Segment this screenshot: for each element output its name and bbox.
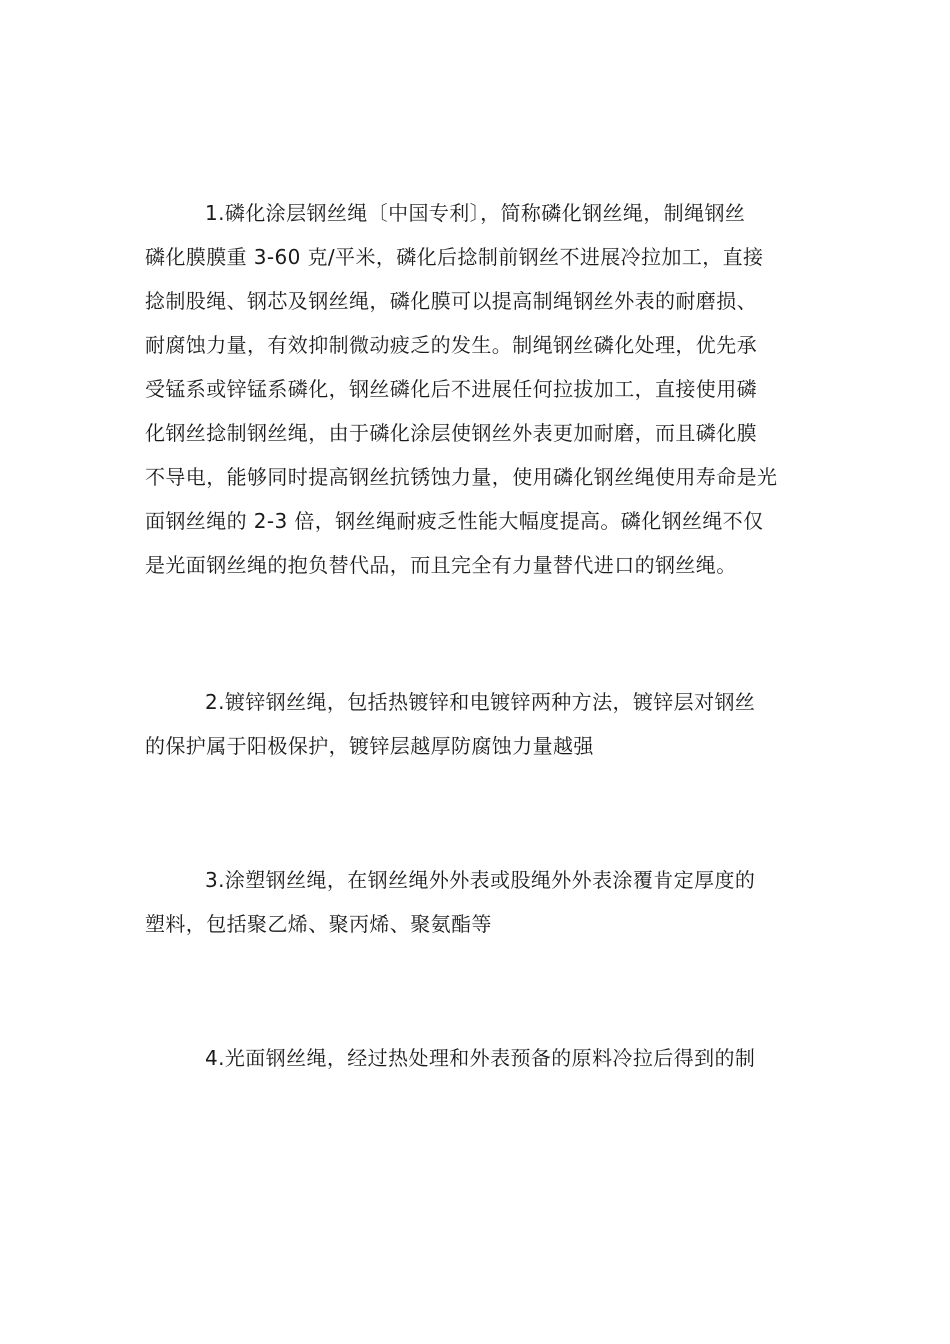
paragraph-line: 不导电，能够同时提高钢丝抗锈蚀力量，使用磷化钢丝绳使用寿命是光 bbox=[145, 465, 778, 489]
paragraph-line: 面钢丝绳的 2-3 倍，钢丝绳耐疲乏性能大幅度提高。磷化钢丝绳不仅 bbox=[145, 509, 764, 533]
paragraph-line: 的保护属于阳极保护，镀锌层越厚防腐蚀力量越强 bbox=[145, 734, 594, 758]
paragraph-line: 4.光面钢丝绳，经过热处理和外表预备的原料冷拉后得到的制 bbox=[205, 1046, 756, 1070]
paragraph-line: 捻制股绳、钢芯及钢丝绳，磷化膜可以提高制绳钢丝外表的耐磨损、 bbox=[145, 289, 757, 313]
paragraph-line: 是光面钢丝绳的抱负替代品，而且完全有力量替代进口的钢丝绳。 bbox=[145, 553, 737, 577]
paragraph-line: 1.磷化涂层钢丝绳〔中国专利〕，简称磷化钢丝绳，制绳钢丝 bbox=[205, 201, 746, 225]
paragraph-line: 耐腐蚀力量，有效抑制微动疲乏的发生。制绳钢丝磷化处理，优先承 bbox=[145, 333, 757, 357]
paragraph-line: 磷化膜膜重 3-60 克/平米，磷化后捻制前钢丝不进展冷拉加工，直接 bbox=[145, 245, 764, 269]
paragraph-line: 化钢丝捻制钢丝绳，由于磷化涂层使钢丝外表更加耐磨，而且磷化膜 bbox=[145, 421, 757, 445]
paragraph-line: 2.镀锌钢丝绳，包括热镀锌和电镀锌两种方法，镀锌层对钢丝 bbox=[205, 690, 756, 714]
paragraph-line: 受锰系或锌锰系磷化，钢丝磷化后不进展任何拉拔加工，直接使用磷 bbox=[145, 377, 757, 401]
paragraph-line: 3.涂塑钢丝绳，在钢丝绳外外表或股绳外外表涂覆肯定厚度的 bbox=[205, 868, 756, 892]
paragraph-line: 塑料，包括聚乙烯、聚丙烯、聚氨酯等 bbox=[145, 912, 492, 936]
